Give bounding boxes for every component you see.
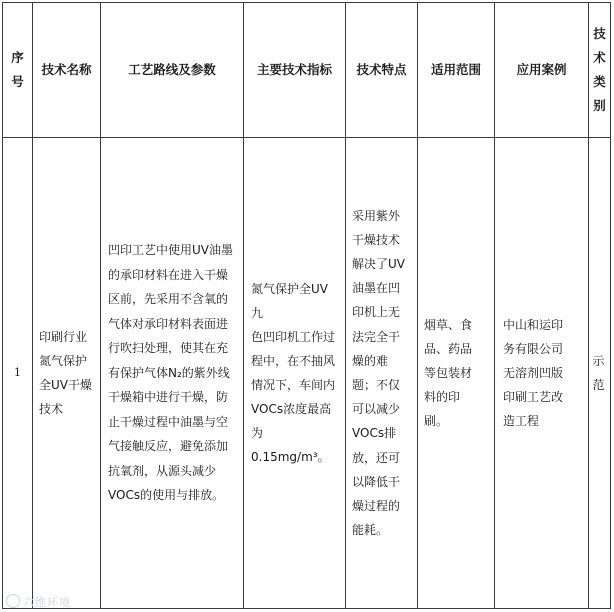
watermark-text: 六维环境: [23, 596, 71, 609]
header-case: 应用案例: [495, 3, 589, 138]
watermark: [6, 594, 71, 610]
header-row: [3, 3, 611, 138]
header-no: 序 号: [3, 3, 33, 138]
header-type: 技 术 类 别: [589, 3, 611, 138]
cell-process: 凹印工艺中使用UV油墨 的承印材料在进入干燥 区前，先采用不含氧的 气体对承印材料表面进 行吹扫处理，使其在充 有保护气体N₂的紫外线 干燥箱中进行干燥，防 止干燥过程中油墨与空 气接触反应，避免添加 抗氧剂，从源头减少 VOCs的使用与排放。: [101, 138, 244, 609]
watermark-logo-icon: [6, 594, 20, 608]
cell-case: 中山和运印 务有限公司 无溶剂凹版 印刷工艺改 造工程: [495, 138, 589, 609]
header-features: 技术特点: [346, 3, 418, 138]
cell-name: 印刷行业 氮气保护 全UV干燥 技术: [33, 138, 101, 609]
cell-type: 示 范: [589, 138, 611, 609]
header-name: 技术名称: [33, 3, 101, 138]
technology-table: [2, 2, 611, 609]
header-index: 主要技术指标: [244, 3, 346, 138]
header-scope: 适用范围: [418, 3, 495, 138]
cell-scope: 烟草、食 品、药品 等包装材 料的印 刷。: [418, 138, 495, 609]
header-process: 工艺路线及参数: [101, 3, 244, 138]
table-row: [3, 138, 611, 609]
cell-features: 采用紫外 干燥技术 解决了UV 油墨在凹 印机上无 法完全干 燥的难 题；不仅 可以减少 VOCs排 放，还可 以降低干 燥过程的 能耗。: [346, 138, 418, 609]
cell-index: 氮气保护全UV九 色凹印机工作过 程中，在不抽风 情况下，车间内 VOCs浓度最高为 0.15mg/m³。: [244, 138, 346, 609]
cell-no: 1: [3, 138, 33, 609]
